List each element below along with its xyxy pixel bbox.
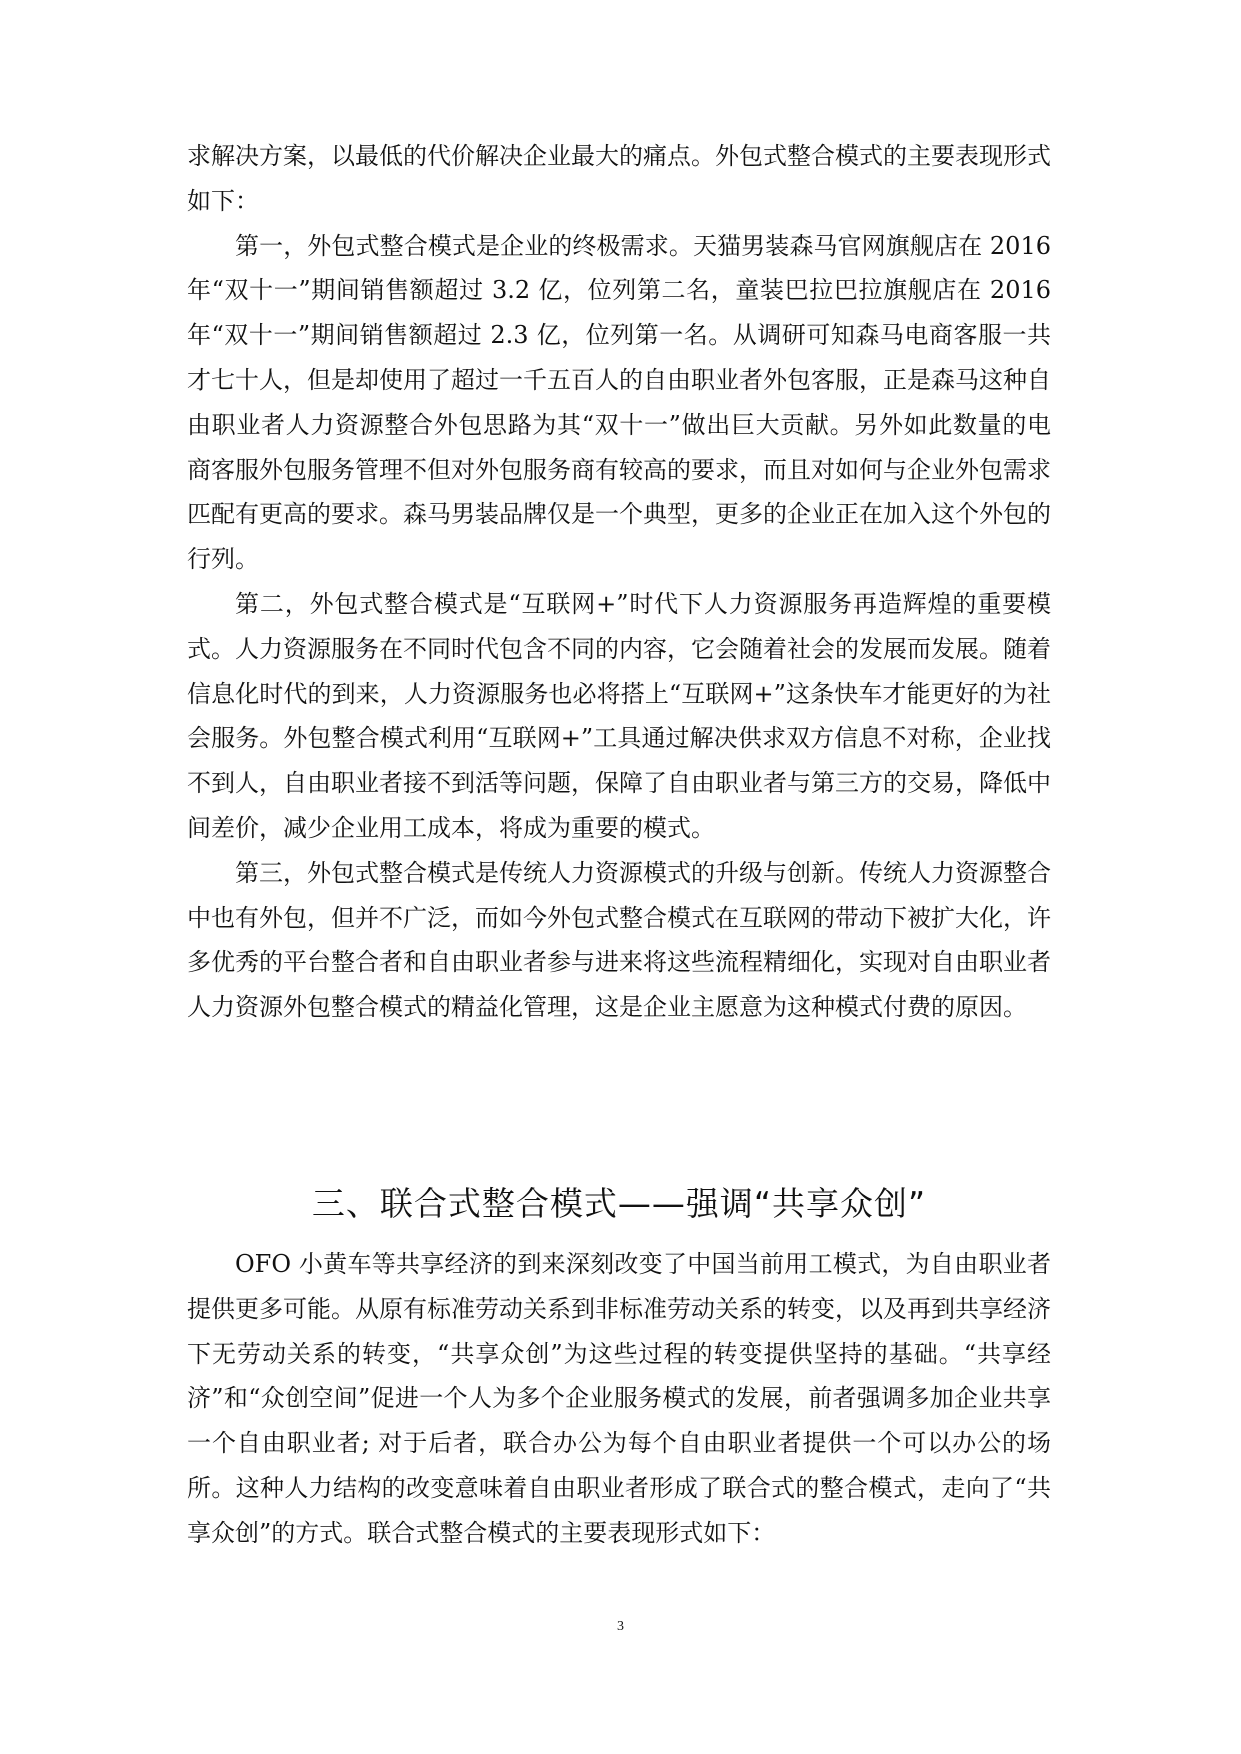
paragraph-point-three: 第三，外包式整合模式是传统人力资源模式的升级与创新。传统人力资源整合中也有外包，但并不广泛，而如今外包式整合模式在互联网的带动下被扩大化，许多优秀的平台整合者和自由职业者参与进来将这些流程精细化，实现对自由职业者人力资源外包整合模式的精益化管理，这是企业主愿意为这种模式付费的原因。 — [187, 858, 1051, 1022]
paragraph-continuation: 求解决方案，以最低的代价解决企业最大的痛点。外包式整合模式的主要表现形式如下： — [187, 142, 1051, 215]
paragraph-cooperative-intro: OFO 小黄车等共享经济的到来深刻改变了中国当前用工模式，为自由职业者提供更多可能。从原有标准劳动关系到非标准劳动关系的转变，以及再到共享经济下无劳动关系的转变，“共享众创”为这些过程的转变提供坚持的基础。“共享经济”和“众创空间”促进一个人为多个企业服务模式的发展，前者强调多加企业共享一个自由职业者; 对于后者，联合办公为每个自由职业者提供一个可以办公的场所。这种人力结构的改变意味着自由职业者形成了联合式的整合模式，走向了“共享众创”的方式。联合式整合模式的主要表现形式如下： — [187, 1250, 1051, 1547]
body-section-outsourcing — [187, 134, 1051, 1030]
body-section-cooperative — [187, 1242, 1051, 1556]
paragraph-point-two: 第二，外包式整合模式是“互联网+”时代下人力资源服务再造辉煌的重要模式。人力资源服务在不同时代包含不同的内容，它会随着社会的发展而发展。随着信息化时代的到来，人力资源服务也必将搭上“互联网+”这条快车才能更好的为社会服务。外包整合模式利用“互联网+”工具通过解决供求双方信息不对称，企业找不到人，自由职业者接不到活等问题，保障了自由职业者与第三方的交易，降低中间差价，减少企业用工成本，将成为重要的模式。 — [187, 589, 1051, 842]
section-heading: 三、联合式整合模式——强调“共享众创” — [311, 1184, 927, 1223]
page-number: 3 — [617, 1619, 624, 1634]
paragraph-point-one: 第一，外包式整合模式是企业的终极需求。天猫男装森马官网旗舰店在 2016 年“双十一”期间销售额超过 3.2 亿，位列第二名，童装巴拉巴拉旗舰店在 2016 年“双十一”期间销售额超过 2.3 亿，位列第一名。从调研可知森马电商客服一共才七十人，但是却使用了超过一千五百人的自由职业者外包客服，正是森马这种自由职业者人力资源整合外包思路为其“双十一”做出巨大贡献。另外如此数量的电商客服外包服务管理不但对外包服务商有较高的要求，而且对如何与企业外包需求匹配有更高的要求。森马男装品牌仅是一个典型，更多的企业正在加入这个外包的行列。 — [187, 231, 1051, 574]
